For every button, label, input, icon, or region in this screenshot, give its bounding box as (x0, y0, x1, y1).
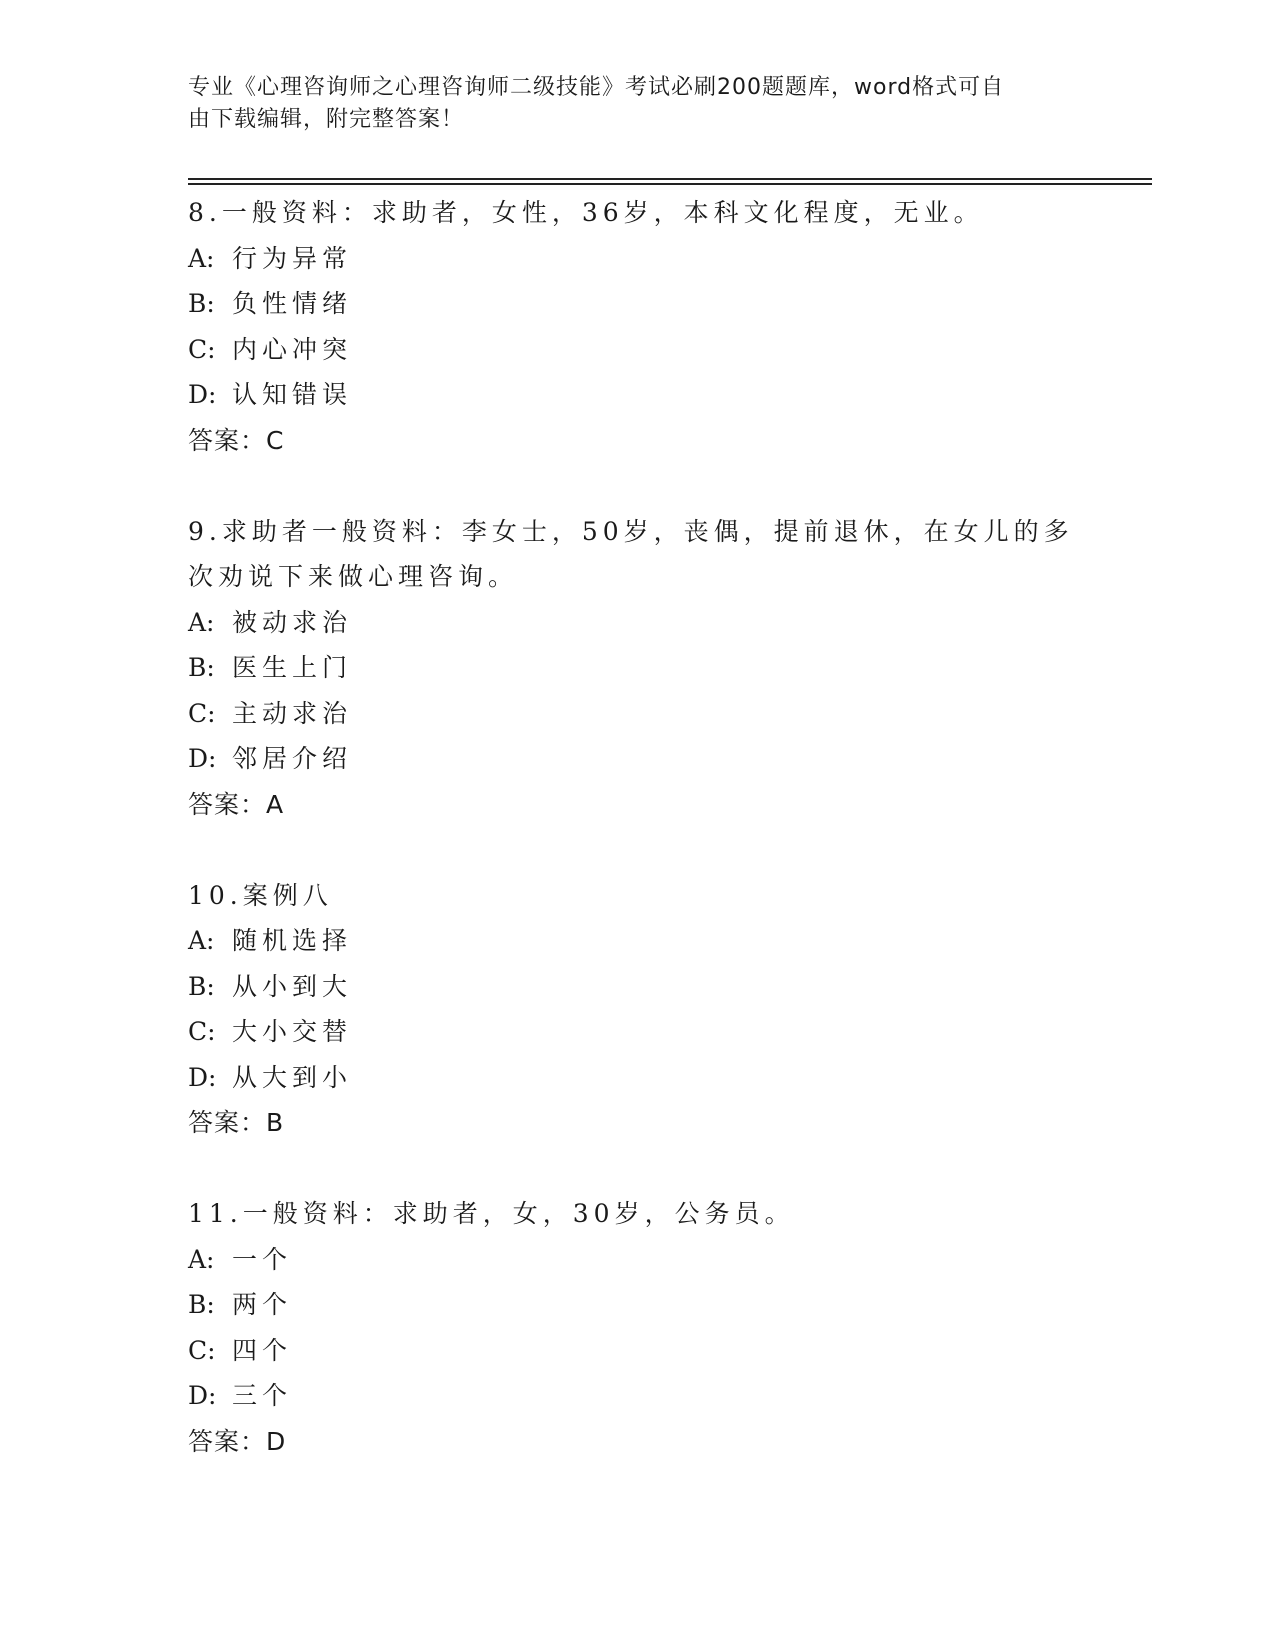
answer-line: 答案：B (188, 1108, 285, 1137)
question-list (188, 190, 1088, 1510)
question-9 (188, 509, 1088, 828)
option-d (188, 1055, 1088, 1101)
option-b (188, 281, 1088, 327)
option-key: B: (188, 653, 215, 682)
option-text: 一个 (232, 1244, 293, 1274)
option-text: 负性情绪 (232, 289, 353, 318)
option-a (188, 1237, 1088, 1283)
option-d (188, 736, 1088, 782)
option-text: 三个 (232, 1381, 293, 1410)
option-a (188, 918, 1088, 964)
option-key: A: (188, 926, 215, 955)
header-line-1: 专业《心理咨询师之心理咨询师二级技能》考试必刷200题题库，word格式可自 (188, 75, 1005, 100)
question-stem: 10.案例八 (188, 880, 333, 910)
option-text: 随机选择 (232, 926, 353, 955)
option-c (188, 1328, 1088, 1374)
option-key: B: (188, 1290, 215, 1319)
option-c (188, 691, 1088, 737)
option-text: 两个 (232, 1290, 293, 1319)
option-text: 四个 (232, 1335, 293, 1365)
question-stem: 9.求助者一般资料：李女士，50岁，丧偶，提前退休，在女儿的多次劝说下来做心理咨询。 (188, 516, 1074, 591)
option-key: C: (188, 1335, 216, 1365)
option-b (188, 1282, 1088, 1328)
option-key: D: (188, 1381, 217, 1410)
option-text: 从小到大 (232, 971, 353, 1001)
option-key: A: (188, 1244, 215, 1274)
option-key: D: (188, 380, 217, 409)
option-key: B: (188, 289, 215, 318)
answer-line: 答案：A (188, 789, 285, 819)
question-11 (188, 1191, 1088, 1464)
option-key: D: (188, 1062, 217, 1092)
header-line-2: 由下载编辑，附完整答案！ (188, 107, 465, 132)
option-text: 内心冲突 (232, 334, 353, 364)
option-d (188, 372, 1088, 418)
header-divider-bottom (188, 183, 1152, 185)
option-text: 医生上门 (232, 653, 353, 682)
header-divider-top (188, 178, 1152, 180)
question-10 (188, 873, 1088, 1146)
option-key: C: (188, 1017, 216, 1046)
question-stem: 11.一般资料：求助者，女，30岁，公务员。 (188, 1199, 795, 1228)
option-key: D: (188, 744, 217, 773)
option-key: C: (188, 698, 216, 728)
option-b (188, 964, 1088, 1010)
option-key: C: (188, 334, 216, 364)
document-header (188, 72, 1068, 136)
option-b (188, 645, 1088, 691)
answer-line: 答案：C (188, 425, 285, 455)
option-text: 认知错误 (232, 380, 353, 409)
option-key: B: (188, 971, 215, 1001)
option-c (188, 1009, 1088, 1055)
question-stem: 8.一般资料：求助者，女性，36岁，本科文化程度，无业。 (188, 198, 984, 227)
option-text: 邻居介绍 (232, 744, 353, 773)
answer-line: 答案：D (188, 1426, 287, 1456)
question-8 (188, 190, 1088, 463)
option-d (188, 1373, 1088, 1419)
option-c (188, 327, 1088, 373)
option-text: 行为异常 (232, 243, 353, 273)
option-text: 大小交替 (232, 1017, 353, 1046)
option-a (188, 236, 1088, 282)
option-text: 主动求治 (232, 698, 353, 728)
option-a (188, 600, 1088, 646)
option-key: A: (188, 607, 215, 637)
option-text: 从大到小 (232, 1062, 353, 1092)
option-text: 被动求治 (232, 607, 353, 637)
option-key: A: (188, 243, 215, 273)
